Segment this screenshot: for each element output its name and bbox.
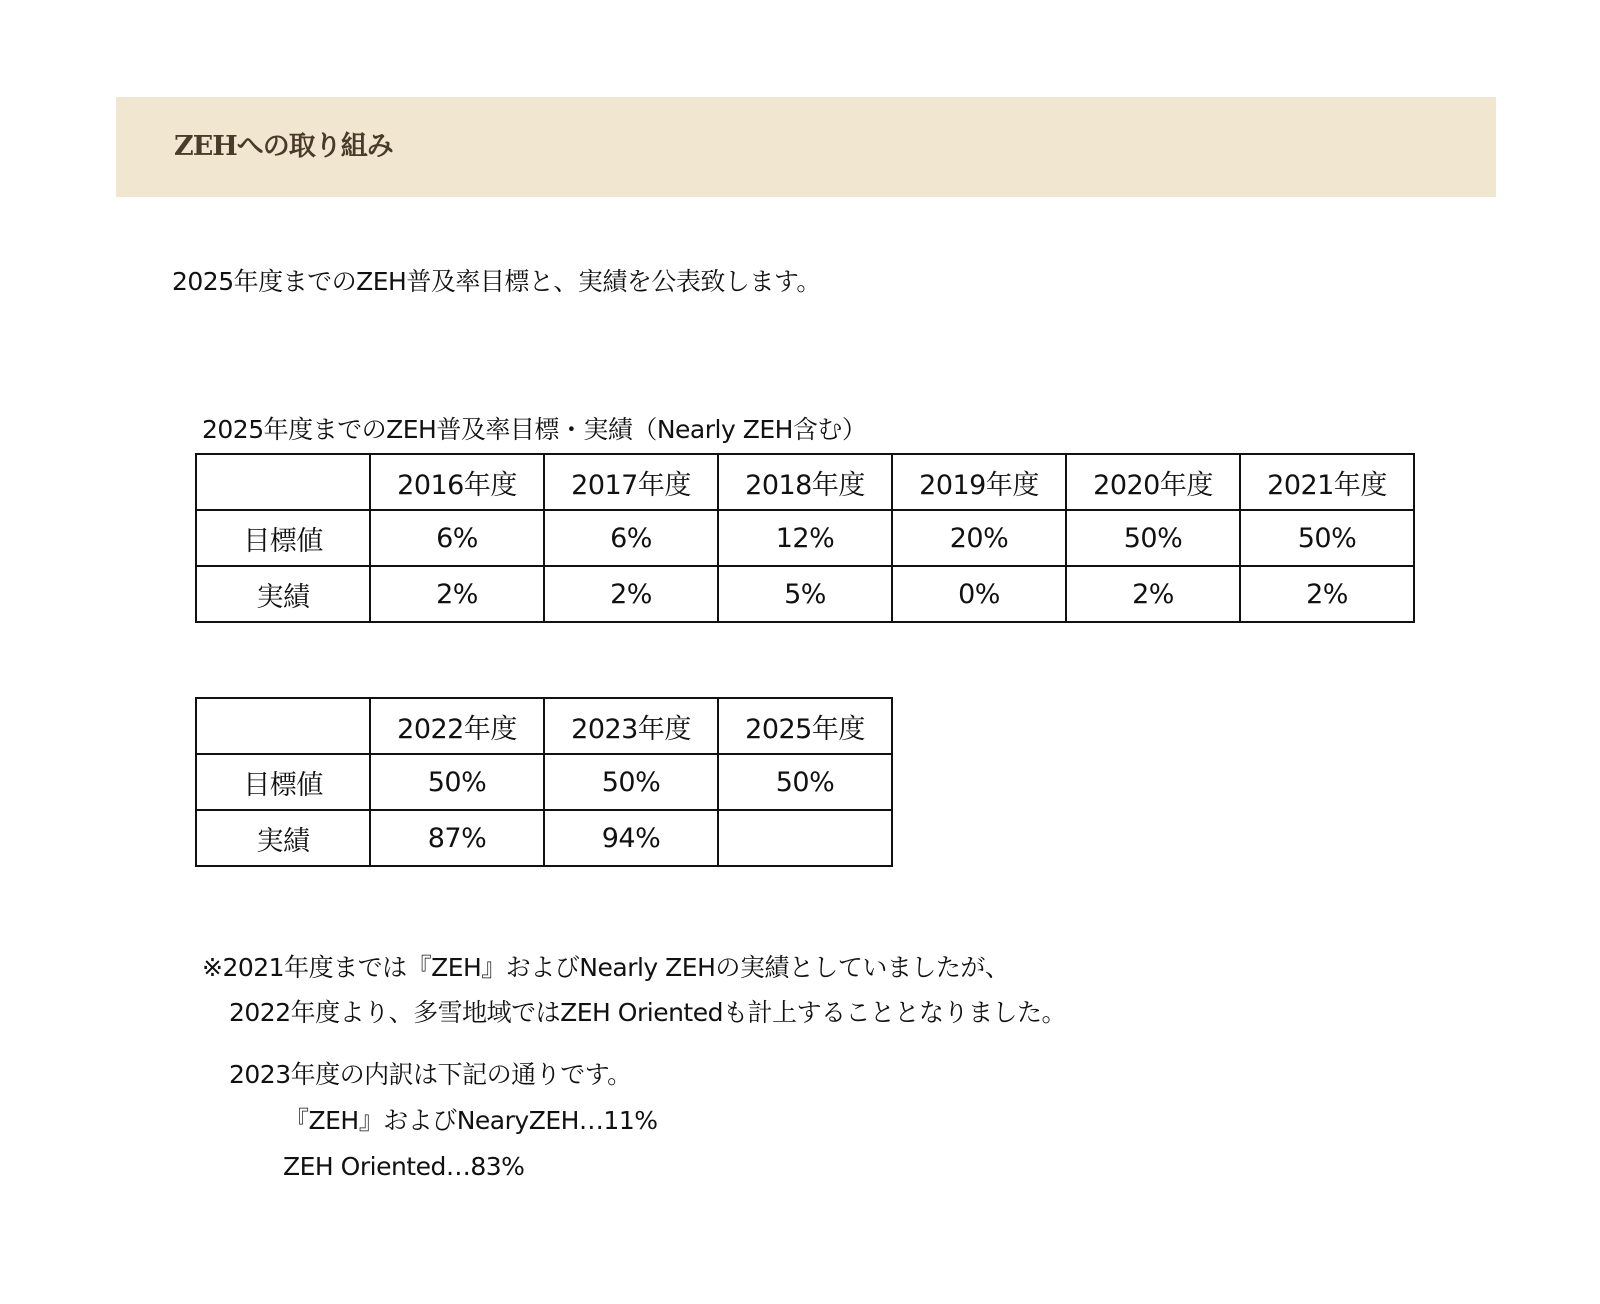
table-cell: 2% (1066, 566, 1240, 622)
zeh-table-2016-2021 (195, 453, 1415, 623)
table-cell: 2% (544, 566, 718, 622)
table-row-target (196, 754, 892, 810)
zeh-table-2022-2025 (195, 697, 893, 867)
table-cell: 50% (370, 754, 544, 810)
breakdown-item: ZEH Oriented…83% (283, 1152, 525, 1181)
column-header: 2020年度 (1066, 454, 1240, 510)
table-cell: 2% (370, 566, 544, 622)
table-cell: 5% (718, 566, 892, 622)
table-cell: 6% (544, 510, 718, 566)
column-header: 2022年度 (370, 698, 544, 754)
section-title: ZEHへの取り組み (174, 131, 393, 162)
table-cell: 12% (718, 510, 892, 566)
note-line-1: ※2021年度までは『ZEH』およびNearly ZEHの実績としていましたが、 (202, 953, 1010, 982)
table-cell: 87% (370, 810, 544, 866)
breakdown-item: 『ZEH』およびNearyZEH…11% (284, 1106, 658, 1135)
table-cell: 6% (370, 510, 544, 566)
table-cell: 50% (1066, 510, 1240, 566)
corner-cell (196, 454, 370, 510)
table-cell: 20% (892, 510, 1066, 566)
notes (202, 945, 1066, 1035)
column-header: 2023年度 (544, 698, 718, 754)
table-cell: 2% (1240, 566, 1414, 622)
column-header: 2018年度 (718, 454, 892, 510)
table-cell: 0% (892, 566, 1066, 622)
breakdown-heading: 2023年度の内訳は下記の通りです。 (229, 1060, 632, 1089)
intro-text: 2025年度までのZEH普及率目標と、実績を公表致します。 (172, 267, 821, 296)
table-cell: 94% (544, 810, 718, 866)
column-header: 2019年度 (892, 454, 1066, 510)
row-label: 実績 (196, 566, 370, 622)
table-cell: 50% (1240, 510, 1414, 566)
note-line-2: 2022年度より、多雪地域ではZEH Orientedも計上することとなりました。 (229, 998, 1066, 1027)
section-header (116, 97, 1496, 197)
row-label: 目標値 (196, 510, 370, 566)
table-header-row (196, 454, 1414, 510)
column-header: 2021年度 (1240, 454, 1414, 510)
table-row-target (196, 510, 1414, 566)
table-cell (718, 810, 892, 866)
column-header: 2017年度 (544, 454, 718, 510)
table-row-actual (196, 810, 892, 866)
column-header: 2025年度 (718, 698, 892, 754)
table-row-actual (196, 566, 1414, 622)
breakdown (229, 1052, 657, 1190)
table-cell: 50% (718, 754, 892, 810)
column-header: 2016年度 (370, 454, 544, 510)
table-cell: 50% (544, 754, 718, 810)
table-header-row (196, 698, 892, 754)
corner-cell (196, 698, 370, 754)
row-label: 実績 (196, 810, 370, 866)
row-label: 目標値 (196, 754, 370, 810)
table-caption: 2025年度までのZEH普及率目標・実績（Nearly ZEH含む） (202, 415, 867, 444)
